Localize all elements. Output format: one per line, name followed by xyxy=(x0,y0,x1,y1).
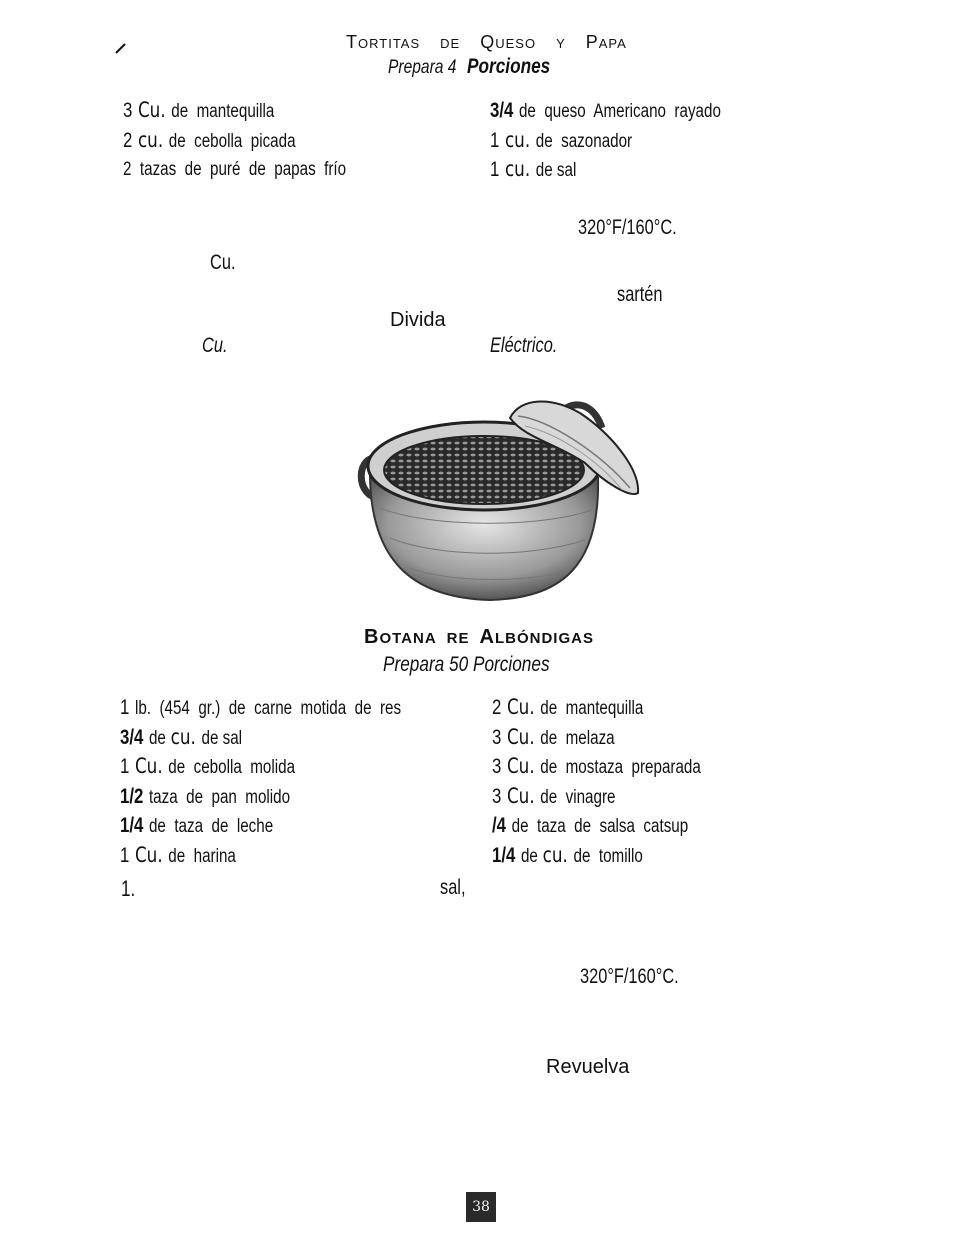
ingredient-line xyxy=(492,693,753,723)
ingredient-qty: 1/4 xyxy=(492,843,516,867)
title-smallcaps: UESO xyxy=(495,36,537,51)
ingredient-desc: de sal xyxy=(201,727,243,749)
ingredient-text xyxy=(120,723,242,754)
ingredient-line xyxy=(492,723,753,753)
ingredient-text xyxy=(120,693,401,724)
ingredient-desc: taza de pan molido xyxy=(148,786,291,808)
ingredient-qty: 3 xyxy=(492,784,502,808)
ingredient-line xyxy=(123,126,402,156)
ingredient-line xyxy=(490,126,779,156)
bean-pot-icon xyxy=(350,398,642,612)
ingredient-qty: 2 xyxy=(123,128,133,152)
ingredient-qty: 3/4 xyxy=(490,99,514,122)
title-smallcaps: Y xyxy=(556,36,566,51)
recipe-2-fragment-revuelva: Revuelva xyxy=(546,1056,630,1078)
ingredient-text xyxy=(492,693,643,724)
ingredient-line xyxy=(490,155,779,185)
ingredient-qty: 3 xyxy=(123,99,133,122)
ingredient-desc: de queso Americano rayado xyxy=(518,101,721,122)
ingredient-text xyxy=(120,811,273,842)
ingredient-line xyxy=(120,811,471,841)
ingredient-text xyxy=(492,723,615,754)
ingredient-qty: 1/4 xyxy=(120,814,144,837)
serves-prefix: Prepara 4 xyxy=(388,57,457,78)
ingredient-unit: Cu. xyxy=(134,754,163,778)
ingredient-desc: de tomillo xyxy=(573,845,643,867)
ingredient-line xyxy=(492,782,753,812)
ingredient-text xyxy=(120,752,295,783)
title-word xyxy=(480,32,537,52)
ingredient-desc: de cebolla picada xyxy=(168,130,296,152)
ingredient-line xyxy=(123,96,402,126)
ingredient-qty: 1 xyxy=(120,755,130,778)
ingredient-qty: /4 xyxy=(492,814,507,837)
ingredient-pre: de xyxy=(148,727,166,749)
recipe-2-ingredients-right xyxy=(492,693,753,870)
ingredient-unit: Cu. xyxy=(506,695,535,719)
title-word xyxy=(479,626,594,648)
ingredient-pre: de xyxy=(520,845,538,867)
recipe-2-serves: Prepara 50 Porciones xyxy=(383,653,550,676)
ingredient-text xyxy=(490,96,721,127)
ingredient-unit: Cu. xyxy=(506,783,535,808)
title-word xyxy=(440,35,460,52)
recipe-1-serves xyxy=(388,55,569,79)
recipe-1-fragment-cu-2: Cu. xyxy=(202,334,228,357)
title-smallcaps: ORTITAS xyxy=(358,36,421,51)
ingredient-line xyxy=(492,841,753,871)
ingredient-desc: de harina xyxy=(168,845,236,867)
ingredient-qty: 1 xyxy=(490,158,500,181)
ingredient-text xyxy=(492,841,643,872)
ingredient-qty: 1 xyxy=(120,696,130,719)
ingredient-unit: Cu. xyxy=(134,842,163,867)
recipe-2-title xyxy=(364,626,604,649)
recipe-1-fragment-electrico: Eléctrico. xyxy=(490,334,558,357)
ingredient-desc: de sazonador xyxy=(535,130,633,152)
title-word xyxy=(556,35,566,52)
title-capital: A xyxy=(479,626,495,648)
ingredient-text xyxy=(123,96,274,127)
ingredient-line xyxy=(120,693,471,723)
ingredient-qty: 1 xyxy=(490,128,500,152)
ingredient-line xyxy=(120,723,471,753)
ingredient-text xyxy=(123,126,296,157)
ingredient-desc: de melaza xyxy=(540,727,615,749)
ingredient-line xyxy=(120,752,471,782)
recipe-1-ingredients-left xyxy=(123,96,402,185)
ingredient-qty: 3 xyxy=(492,725,502,749)
ingredient-line xyxy=(490,96,779,126)
ingredient-qty: 1/2 xyxy=(120,784,144,808)
ingredient-unit: Cu. xyxy=(506,724,535,749)
ingredient-line xyxy=(120,782,471,812)
ingredient-desc: de cebolla molida xyxy=(168,757,296,778)
recipe-1-title xyxy=(346,32,647,53)
ingredient-unit: cu. xyxy=(170,724,196,749)
ingredient-desc: 2 tazas de puré de papas frío xyxy=(123,159,347,180)
title-capital: P xyxy=(585,32,599,52)
title-word xyxy=(585,32,627,52)
ingredient-desc: de mantequilla xyxy=(171,101,275,122)
ingredient-unit: cu. xyxy=(542,842,568,867)
ingredient-line xyxy=(120,841,471,871)
ingredient-qty: 1 xyxy=(120,843,130,867)
title-capital: Q xyxy=(480,32,496,52)
ingredient-line xyxy=(492,752,753,782)
ingredient-line xyxy=(123,155,402,185)
recipe-2-ingredients-left xyxy=(120,693,471,870)
ingredient-unit: Cu. xyxy=(137,98,166,122)
recipe-2-fragment-sal: sal, xyxy=(440,876,466,899)
recipe-2-step-number: 1. xyxy=(121,876,136,901)
title-smallcaps: OTANA xyxy=(379,630,437,647)
recipe-1-ingredients-right xyxy=(490,96,779,185)
title-capital: T xyxy=(346,32,358,52)
ingredient-qty: 3/4 xyxy=(120,725,144,749)
ingredient-text xyxy=(120,782,290,813)
title-smallcaps: DE xyxy=(440,36,461,51)
page-number: 38 xyxy=(466,1192,496,1222)
ingredient-desc: lb. (454 gr.) de carne motida de res xyxy=(134,698,402,719)
recipe-1-temperature: 320°F/160°C. xyxy=(578,216,677,239)
title-word xyxy=(346,32,421,52)
ingredient-desc: de taza de salsa catsup xyxy=(511,816,689,837)
ingredient-desc: de vinagre xyxy=(540,786,616,808)
ingredient-text xyxy=(123,155,346,185)
recipe-2-temperature: 320°F/160°C. xyxy=(580,965,679,988)
ingredient-text xyxy=(490,126,632,157)
title-smallcaps: RE xyxy=(446,630,470,647)
ingredient-text xyxy=(492,782,615,813)
ingredient-text xyxy=(492,752,701,783)
ingredient-unit: cu. xyxy=(137,127,164,152)
ingredient-text xyxy=(492,811,688,842)
ingredient-line xyxy=(492,811,753,841)
ingredient-desc: de sal xyxy=(535,160,577,181)
recipe-1-fragment-divida: Divida xyxy=(390,309,446,331)
ingredient-qty: 2 xyxy=(492,696,502,719)
ingredient-unit: cu. xyxy=(504,127,531,152)
ingredient-desc: de mantequilla xyxy=(540,698,644,719)
title-smallcaps: LBÓNDIGAS xyxy=(494,630,594,647)
title-smallcaps: APA xyxy=(598,36,627,51)
title-word xyxy=(447,630,470,647)
ingredient-text xyxy=(120,841,236,872)
serves-word: Porciones xyxy=(467,55,551,78)
recipe-1-fragment-cu: Cu. xyxy=(210,251,236,274)
ingredient-text xyxy=(490,155,576,186)
pen-mark-icon xyxy=(115,42,127,54)
title-word xyxy=(364,626,437,648)
ingredient-unit: cu. xyxy=(504,157,531,181)
ingredient-desc: de taza de leche xyxy=(148,816,274,837)
recipe-1-fragment-sarten: sartén xyxy=(617,283,663,306)
ingredient-qty: 3 xyxy=(492,755,502,778)
title-capital: B xyxy=(364,626,380,648)
ingredient-desc: de mostaza preparada xyxy=(540,757,701,778)
ingredient-unit: Cu. xyxy=(506,754,535,778)
